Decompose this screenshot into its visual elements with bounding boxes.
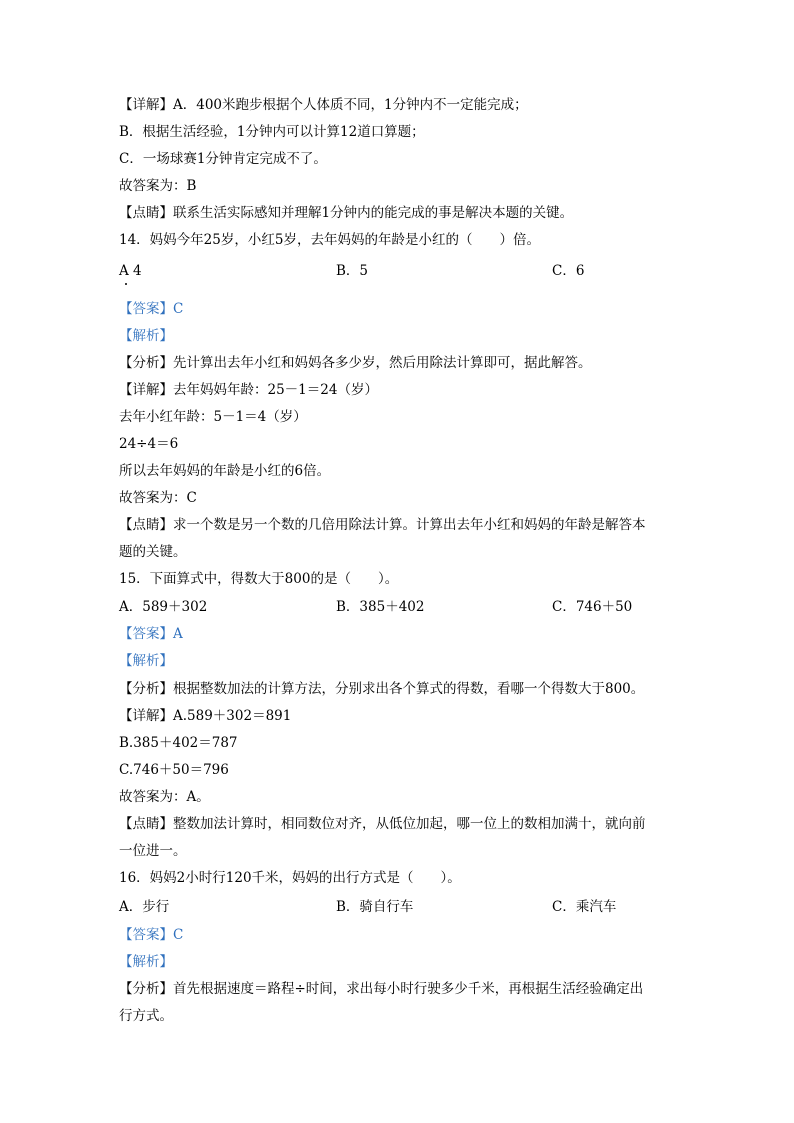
q14-option-c: C．6 — [552, 263, 585, 279]
q15-stem: 15．下面算式中，得数大于800的是（ ）。 — [119, 571, 399, 587]
q13-detail: 【详解】A．400米跑步根据个人体质不同，1分钟内不一定能完成； — [119, 97, 528, 113]
q15-comment-1: 【点睛】整数加法计算时，相同数位对齐，从低位加起，哪一位上的数相加满十，就向前 — [119, 816, 646, 832]
q15-detail-3: C.746＋50＝796 — [119, 762, 229, 778]
q15-option-a: A．589＋302 — [119, 599, 208, 615]
q16-option-c: C．乘汽车 — [552, 899, 617, 915]
q15-detail: 【详解】A.589＋302＝891 — [119, 708, 292, 724]
q15-analysis-heading: 【解析】 — [119, 653, 173, 669]
q15-analysis: 【分析】根据整数加法的计算方法，分别求出各个算式的得数，看哪一个得数大于800。 — [119, 681, 645, 697]
q14-comment-1: 【点睛】求一个数是另一个数的几倍用除法计算。计算出去年小红和妈妈的年龄是解答本 — [119, 517, 646, 533]
q16-analysis-1: 【分析】首先根据速度＝路程÷时间，求出每小时行驶多少千米，再根据生活经验确定出 — [119, 981, 644, 997]
q13-answer-line: 故答案为：B — [119, 178, 197, 194]
option-dot — [125, 283, 127, 285]
q15-option-b: B．385＋402 — [336, 599, 425, 615]
q13-comment: 【点睛】联系生活实际感知并理解1分钟内的能完成的事是解决本题的关键。 — [119, 205, 574, 221]
q14-answer-line: 故答案为：C — [119, 490, 197, 506]
q14-detail-4: 所以去年妈妈的年龄是小红的6倍。 — [119, 463, 331, 479]
q14-analysis-heading: 【解析】 — [119, 328, 173, 344]
q15-answer-line: 故答案为：A。 — [119, 789, 210, 805]
q14-option-a: A 4 — [119, 263, 142, 279]
q14-detail-3: 24÷4＝6 — [119, 436, 179, 452]
q14-answer — [119, 300, 183, 318]
q14-comment-2: 题的关键。 — [119, 544, 187, 560]
q14-detail-2: 去年小红年龄：5－1＝4（岁） — [119, 409, 307, 425]
q14-detail: 【详解】去年妈妈年龄：25－1＝24（岁） — [119, 382, 378, 398]
q15-answer: 【答案】A — [119, 626, 183, 642]
q15-comment-2: 一位进一。 — [119, 843, 187, 859]
answer-tag: 【答案】C — [119, 301, 184, 317]
q16-option-a: A．步行 — [119, 899, 170, 915]
q14-analysis: 【分析】先计算出去年小红和妈妈各多少岁，然后用除法计算即可，据此解答。 — [119, 355, 592, 371]
q14-option-b: B．5 — [336, 263, 369, 279]
q16-option-b: B．骑自行车 — [336, 899, 414, 915]
q16-stem: 16．妈妈2小时行120千米，妈妈的出行方式是（ ）。 — [119, 870, 461, 886]
q16-analysis-2: 行方式。 — [119, 1008, 173, 1024]
q13-detail-c: C．一场球赛1分钟肯定完成不了。 — [119, 151, 327, 167]
q15-detail-2: B.385＋402＝787 — [119, 735, 238, 751]
q16-answer: 【答案】C — [119, 927, 184, 943]
q15-option-c: C．746＋50 — [552, 599, 633, 615]
q16-analysis-heading: 【解析】 — [119, 954, 173, 970]
q14-stem: 14．妈妈今年25岁，小红5岁，去年妈妈的年龄是小红的（ ）倍。 — [119, 232, 540, 248]
q13-detail-b: B．根据生活经验，1分钟内可以计算12道口算题； — [119, 124, 425, 140]
